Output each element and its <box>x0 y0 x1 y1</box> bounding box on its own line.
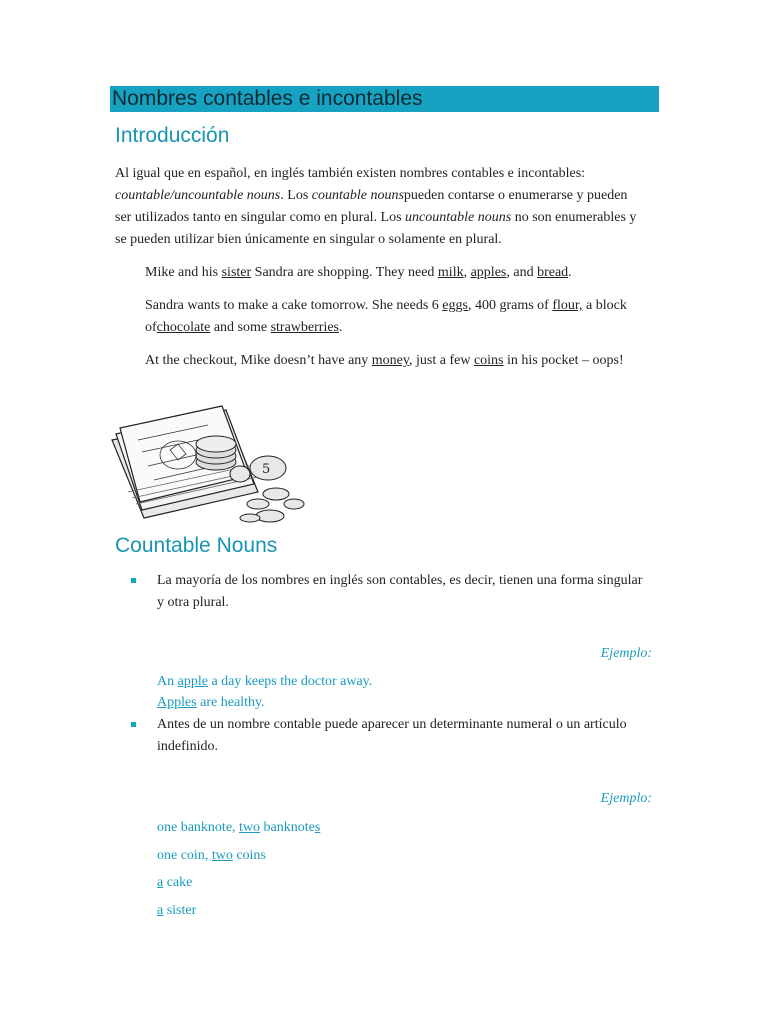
text-run: , <box>463 265 471 280</box>
underlined-word: sister <box>221 265 252 280</box>
intro-text-1: Al igual que en español, en inglés también existen nombres contables e incontables: <box>115 166 586 181</box>
underlined-word: flour, <box>552 298 583 313</box>
money-illustration <box>108 400 306 524</box>
text-run: sister <box>163 903 197 918</box>
intro-term-1: countable/uncountable nouns <box>115 188 281 203</box>
intro-term-3: uncountable nouns <box>405 210 512 225</box>
text-run: one banknote, <box>157 820 240 835</box>
example-line-3 <box>157 817 320 838</box>
intro-term-2: countable nouns <box>311 188 404 203</box>
text-run: in his pocket – oops! <box>503 353 624 368</box>
example-sentence-2 <box>145 295 655 339</box>
text-run: Sandra wants to make a cake tomorrow. She needs 6 <box>145 298 443 313</box>
text-run: a day keeps the doctor away. <box>207 674 373 689</box>
underlined-word: s <box>314 820 321 835</box>
intro-text-3: pueden contarse o enumerarse y pueden ser utilizados tanto en singular como en plural. Los <box>115 188 628 225</box>
text-run: . <box>568 265 572 280</box>
intro-text-4: no son enumerables y se pueden utilizar bien únicamente en singular o solamente en plural. <box>115 210 637 247</box>
intro-heading: Introducción <box>115 124 230 147</box>
bullet-square-icon <box>131 722 139 730</box>
text-run: banknote <box>260 820 315 835</box>
page-title: Nombres contables e incontables <box>112 87 423 110</box>
underlined-word: two <box>239 820 261 835</box>
text-run: , 400 grams of <box>467 298 553 313</box>
text-run: are healthy. <box>196 695 265 710</box>
example-sentence-1 <box>145 262 655 284</box>
underlined-word: two <box>211 848 233 863</box>
example-sentence-3 <box>145 350 655 372</box>
intro-text-2: . Los <box>280 188 312 203</box>
text-run: cake <box>163 875 193 890</box>
example-line-2 <box>157 692 265 713</box>
text-run: At the checkout, Mike doesn’t have any <box>145 353 372 368</box>
bullet-square-icon <box>131 578 139 586</box>
text-run: coins <box>232 848 266 863</box>
title-bar <box>110 86 659 112</box>
underlined-word: Apples <box>157 695 197 710</box>
text-run: . <box>339 320 343 335</box>
underlined-word: strawberries <box>270 320 339 335</box>
text-run: and some <box>210 320 271 335</box>
bullet-text-1: La mayoría de los nombres en inglés son contables, es decir, tienen una forma singular y otra plural. <box>157 573 643 610</box>
ejemplo-label-1: Ejemplo: <box>600 646 652 661</box>
underlined-word: bread <box>537 265 569 280</box>
svg-text:5: 5 <box>262 462 271 477</box>
underlined-word: eggs <box>442 298 468 313</box>
example-line-4 <box>157 845 266 866</box>
example-line-6 <box>157 900 196 921</box>
text-run: , and <box>506 265 538 280</box>
underlined-word: a <box>157 903 164 918</box>
underlined-word: apple <box>177 674 208 689</box>
underlined-word: chocolate <box>156 320 211 335</box>
underlined-word: apples <box>470 265 507 280</box>
text-run: Mike and his <box>145 265 222 280</box>
underlined-word: milk <box>437 265 464 280</box>
text-run: a block of <box>145 298 627 335</box>
text-run: , just a few <box>409 353 474 368</box>
example-line-5 <box>157 872 192 893</box>
text-run: An <box>157 674 178 689</box>
text-run: one coin, <box>157 848 212 863</box>
countable-nouns-heading: Countable Nouns <box>115 534 278 557</box>
intro-paragraph <box>115 163 645 251</box>
underlined-word: a <box>157 875 164 890</box>
underlined-word: coins <box>473 353 504 368</box>
underlined-word: money <box>371 353 409 368</box>
bullet-text-2: Antes de un nombre contable puede aparecer un determinante numeral o un artículo indefinido. <box>157 717 627 754</box>
text-run: Sandra are shopping. They need <box>251 265 438 280</box>
example-line-1 <box>157 671 372 692</box>
ejemplo-label-2: Ejemplo: <box>600 791 652 806</box>
